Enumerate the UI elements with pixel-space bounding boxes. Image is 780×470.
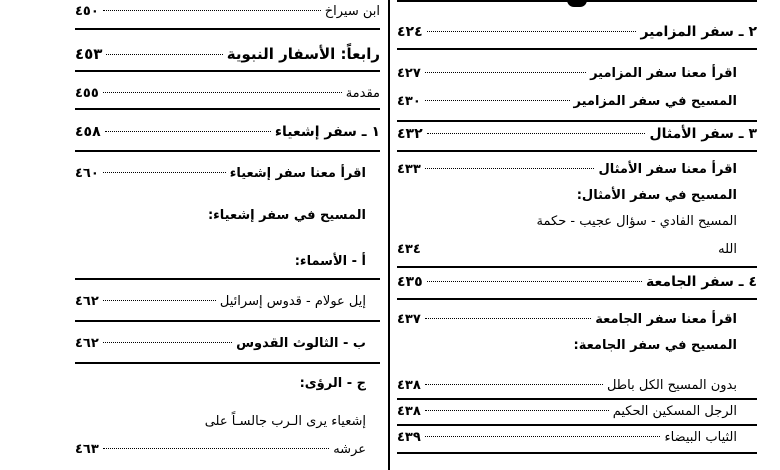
entry-page: ٤٣٣ bbox=[397, 162, 421, 177]
entry-page: ٤٣٨ bbox=[397, 404, 421, 419]
entry-title: ب - الثالوث القدوس bbox=[236, 336, 366, 351]
toc-entry-sirach[interactable] bbox=[75, 2, 380, 22]
eccl-messiah-label: المسيح في سفر الجامعة: bbox=[573, 338, 737, 353]
entry-page: ٤٥٣ bbox=[75, 45, 103, 63]
toc-entry-eccl-item[interactable] bbox=[397, 402, 737, 422]
entry-title: الثياب البيضاء bbox=[664, 430, 737, 445]
section-rule bbox=[397, 48, 757, 50]
section-rule bbox=[397, 266, 757, 268]
entry-page: ٤٥٨ bbox=[75, 124, 101, 140]
entry-title: ٤ ـ سفر الجامعة bbox=[646, 274, 757, 290]
entry-page: ٤٣٨ bbox=[397, 378, 421, 393]
proverbs-list-line: المسيح الفادي - سؤال عجيب - حكمة bbox=[536, 214, 737, 229]
entry-title: اقرأ معنا سفر المزامير bbox=[590, 66, 737, 81]
section-rule bbox=[397, 298, 757, 300]
leader-dots bbox=[106, 54, 222, 55]
entry-page: ٤٥٥ bbox=[75, 86, 99, 101]
leader-dots bbox=[425, 168, 595, 169]
toc-entry-eccl-item[interactable] bbox=[397, 376, 737, 396]
section-rule bbox=[75, 150, 380, 152]
leader-dots bbox=[425, 100, 570, 101]
leader-dots bbox=[427, 31, 637, 32]
leader-dots bbox=[103, 300, 216, 301]
entry-page: ٤٥٠ bbox=[75, 4, 99, 19]
section-rule bbox=[75, 278, 380, 280]
leader-dots bbox=[427, 133, 646, 134]
section-rule bbox=[397, 424, 757, 426]
leader-dots bbox=[105, 131, 271, 132]
entry-title: الرجل المسكين الحكيم bbox=[612, 404, 737, 419]
entry-title: إيل عولام - قدوس إسرائيل bbox=[219, 294, 366, 309]
isaiah-messiah-label: المسيح في سفر إشعياء: bbox=[207, 208, 366, 223]
section-rule bbox=[397, 150, 757, 152]
leader-dots bbox=[103, 172, 226, 173]
column-divider bbox=[388, 0, 390, 470]
toc-entry-isaiah[interactable] bbox=[75, 122, 380, 142]
entry-page: ٤٣٥ bbox=[397, 274, 423, 290]
entry-page: ٤٣٤ bbox=[397, 242, 421, 257]
entry-page: ٤٦٢ bbox=[75, 336, 99, 351]
leader-dots bbox=[425, 436, 661, 437]
leader-dots bbox=[103, 10, 321, 11]
entry-title: ابن سيراخ bbox=[324, 4, 380, 19]
entry-title: اقرأ معنا سفر الجامعة bbox=[595, 312, 737, 327]
section-rule bbox=[75, 362, 380, 364]
section-rule bbox=[75, 28, 380, 30]
toc-entry-proverbs-list[interactable] bbox=[397, 240, 737, 260]
toc-entry-eccl-item[interactable] bbox=[397, 428, 737, 448]
leader-dots bbox=[425, 318, 591, 319]
leader-dots bbox=[103, 342, 232, 343]
entry-page: ٤٢٤ bbox=[397, 24, 423, 40]
proverbs-messiah-label: المسيح في سفر الأمثال: bbox=[576, 188, 737, 203]
entry-title: المسيح في سفر المزامير bbox=[573, 94, 737, 109]
visions-line: إشعياء يرى الـرب جالسـاً على bbox=[204, 414, 366, 429]
toc-entry-intro[interactable] bbox=[75, 84, 380, 104]
section-rule bbox=[75, 108, 380, 110]
entry-page: ٤٦٢ bbox=[75, 294, 99, 309]
section-rule bbox=[75, 70, 380, 72]
entry-page: ٤٢٧ bbox=[397, 66, 421, 81]
section-rule bbox=[397, 452, 757, 454]
section-rule bbox=[397, 120, 757, 122]
toc-entry-isaiah-read[interactable] bbox=[75, 164, 366, 184]
toc-entry-prophetic[interactable] bbox=[75, 44, 380, 64]
leader-space bbox=[425, 248, 714, 249]
section-rule bbox=[397, 398, 757, 400]
left-column bbox=[75, 0, 380, 470]
leader-dots bbox=[425, 72, 586, 73]
toc-entry-visions[interactable] bbox=[75, 440, 366, 460]
section-rule bbox=[75, 320, 380, 322]
entry-page: ٤٣٢ bbox=[397, 126, 423, 142]
entry-title: اقرأ معنا سفر الأمثال bbox=[598, 162, 737, 177]
toc-entry-psalms-messiah[interactable] bbox=[397, 92, 737, 112]
visions-label: ج - الرؤى: bbox=[299, 376, 366, 391]
leader-dots bbox=[427, 281, 642, 282]
entry-page: ٤٦٣ bbox=[75, 442, 99, 457]
entry-title: مقدمة bbox=[345, 86, 380, 101]
right-column bbox=[397, 0, 757, 470]
leader-dots bbox=[103, 92, 342, 93]
toc-entry-psalms-read[interactable] bbox=[397, 64, 737, 84]
entry-page: ٤٣٠ bbox=[397, 94, 421, 109]
entry-title: ١ ـ سفر إشعياء bbox=[274, 124, 380, 140]
toc-entry-trinity[interactable] bbox=[75, 334, 366, 354]
entry-title: ٢ ـ سفر المزامير bbox=[640, 24, 757, 40]
toc-entry-proverbs[interactable] bbox=[397, 124, 757, 144]
entry-title: ٣ ـ سفر الأمثال bbox=[649, 126, 757, 142]
entry-title: رابعاً: الأسفار النبوية bbox=[226, 45, 380, 63]
toc-entry-ecclesiastes[interactable] bbox=[397, 272, 757, 292]
leader-dots bbox=[103, 448, 329, 449]
entry-title: عرشه bbox=[333, 442, 366, 457]
toc-entry-names[interactable] bbox=[75, 292, 366, 312]
entry-title: الله bbox=[718, 242, 737, 257]
toc-entry-psalms[interactable] bbox=[397, 22, 757, 42]
leader-dots bbox=[425, 384, 603, 385]
entry-page: ٤٣٩ bbox=[397, 430, 421, 445]
toc-entry-proverbs-read[interactable] bbox=[397, 160, 737, 180]
leader-dots bbox=[425, 410, 609, 411]
toc-entry-eccl-read[interactable] bbox=[397, 310, 737, 330]
entry-title: اقرأ معنا سفر إشعياء bbox=[229, 166, 366, 181]
entry-page: ٤٣٧ bbox=[397, 312, 421, 327]
entry-page: ٤٦٠ bbox=[75, 166, 99, 181]
names-label: أ - الأسماء: bbox=[294, 254, 366, 269]
entry-title: بدون المسيح الكل باطل bbox=[606, 378, 737, 393]
